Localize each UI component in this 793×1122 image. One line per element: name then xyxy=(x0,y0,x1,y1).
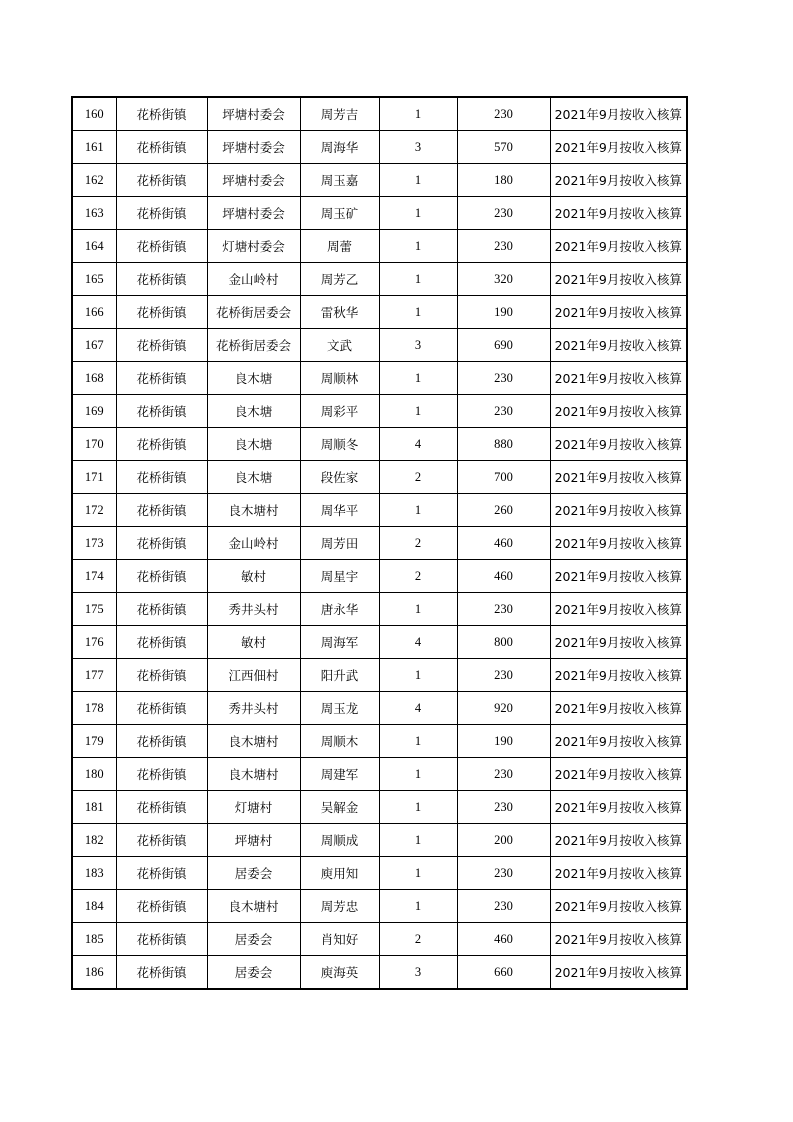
cell-note: 2021年9月按收入核算 xyxy=(550,263,687,296)
cell-village: 良木塘 xyxy=(207,461,300,494)
cell-serial-number: 160 xyxy=(72,97,116,131)
cell-village: 良木塘村 xyxy=(207,890,300,923)
cell-name: 周玉矿 xyxy=(300,197,379,230)
table-row xyxy=(72,428,687,461)
table-row xyxy=(72,692,687,725)
cell-amount: 230 xyxy=(457,593,550,626)
cell-note: 2021年9月按收入核算 xyxy=(550,692,687,725)
cell-amount: 460 xyxy=(457,923,550,956)
cell-note: 2021年9月按收入核算 xyxy=(550,197,687,230)
cell-town: 花桥街镇 xyxy=(116,164,207,197)
cell-household-count: 2 xyxy=(379,923,457,956)
cell-note: 2021年9月按收入核算 xyxy=(550,428,687,461)
cell-amount: 230 xyxy=(457,857,550,890)
assistance-roster-table xyxy=(71,96,688,990)
cell-serial-number: 181 xyxy=(72,791,116,824)
cell-town: 花桥街镇 xyxy=(116,890,207,923)
cell-serial-number: 179 xyxy=(72,725,116,758)
table-row xyxy=(72,857,687,890)
cell-village: 敏村 xyxy=(207,626,300,659)
cell-village: 敏村 xyxy=(207,560,300,593)
cell-serial-number: 172 xyxy=(72,494,116,527)
cell-note: 2021年9月按收入核算 xyxy=(550,527,687,560)
cell-household-count: 1 xyxy=(379,296,457,329)
cell-household-count: 1 xyxy=(379,362,457,395)
cell-name: 周芳田 xyxy=(300,527,379,560)
cell-village: 灯塘村 xyxy=(207,791,300,824)
roster-body xyxy=(72,97,687,989)
cell-name: 周顺林 xyxy=(300,362,379,395)
cell-household-count: 1 xyxy=(379,230,457,263)
cell-household-count: 2 xyxy=(379,461,457,494)
cell-serial-number: 180 xyxy=(72,758,116,791)
cell-amount: 800 xyxy=(457,626,550,659)
cell-note: 2021年9月按收入核算 xyxy=(550,890,687,923)
cell-amount: 200 xyxy=(457,824,550,857)
cell-serial-number: 163 xyxy=(72,197,116,230)
cell-name: 吴解金 xyxy=(300,791,379,824)
table-row xyxy=(72,329,687,362)
cell-town: 花桥街镇 xyxy=(116,857,207,890)
cell-household-count: 1 xyxy=(379,164,457,197)
table-row xyxy=(72,461,687,494)
cell-serial-number: 183 xyxy=(72,857,116,890)
cell-name: 周华平 xyxy=(300,494,379,527)
cell-village: 坪塘村委会 xyxy=(207,164,300,197)
cell-village: 花桥街居委会 xyxy=(207,296,300,329)
cell-serial-number: 169 xyxy=(72,395,116,428)
cell-note: 2021年9月按收入核算 xyxy=(550,824,687,857)
table-row xyxy=(72,230,687,263)
cell-amount: 320 xyxy=(457,263,550,296)
cell-town: 花桥街镇 xyxy=(116,560,207,593)
cell-serial-number: 171 xyxy=(72,461,116,494)
cell-serial-number: 186 xyxy=(72,956,116,990)
cell-amount: 460 xyxy=(457,560,550,593)
table-row xyxy=(72,97,687,131)
cell-note: 2021年9月按收入核算 xyxy=(550,791,687,824)
cell-town: 花桥街镇 xyxy=(116,329,207,362)
cell-amount: 230 xyxy=(457,230,550,263)
cell-town: 花桥街镇 xyxy=(116,263,207,296)
table-row xyxy=(72,362,687,395)
cell-serial-number: 177 xyxy=(72,659,116,692)
cell-serial-number: 175 xyxy=(72,593,116,626)
cell-town: 花桥街镇 xyxy=(116,131,207,164)
table-row xyxy=(72,626,687,659)
cell-town: 花桥街镇 xyxy=(116,461,207,494)
cell-village: 秀井头村 xyxy=(207,692,300,725)
cell-town: 花桥街镇 xyxy=(116,362,207,395)
cell-note: 2021年9月按收入核算 xyxy=(550,593,687,626)
cell-serial-number: 164 xyxy=(72,230,116,263)
cell-town: 花桥街镇 xyxy=(116,824,207,857)
table-row xyxy=(72,725,687,758)
cell-name: 雷秋华 xyxy=(300,296,379,329)
cell-village: 居委会 xyxy=(207,923,300,956)
cell-amount: 460 xyxy=(457,527,550,560)
cell-household-count: 2 xyxy=(379,560,457,593)
cell-name: 周蕾 xyxy=(300,230,379,263)
cell-household-count: 4 xyxy=(379,692,457,725)
cell-name: 周玉龙 xyxy=(300,692,379,725)
cell-household-count: 1 xyxy=(379,494,457,527)
cell-note: 2021年9月按收入核算 xyxy=(550,131,687,164)
table-row xyxy=(72,527,687,560)
table-row xyxy=(72,890,687,923)
cell-household-count: 3 xyxy=(379,329,457,362)
cell-town: 花桥街镇 xyxy=(116,527,207,560)
cell-household-count: 1 xyxy=(379,824,457,857)
table-row xyxy=(72,197,687,230)
table-row xyxy=(72,296,687,329)
cell-note: 2021年9月按收入核算 xyxy=(550,395,687,428)
cell-serial-number: 184 xyxy=(72,890,116,923)
cell-serial-number: 168 xyxy=(72,362,116,395)
cell-amount: 700 xyxy=(457,461,550,494)
cell-village: 坪塘村委会 xyxy=(207,131,300,164)
cell-name: 周海华 xyxy=(300,131,379,164)
cell-note: 2021年9月按收入核算 xyxy=(550,230,687,263)
cell-household-count: 1 xyxy=(379,197,457,230)
cell-note: 2021年9月按收入核算 xyxy=(550,956,687,990)
cell-name: 周顺成 xyxy=(300,824,379,857)
cell-note: 2021年9月按收入核算 xyxy=(550,164,687,197)
cell-name: 庾海英 xyxy=(300,956,379,990)
cell-household-count: 1 xyxy=(379,725,457,758)
cell-town: 花桥街镇 xyxy=(116,758,207,791)
cell-serial-number: 166 xyxy=(72,296,116,329)
cell-household-count: 1 xyxy=(379,97,457,131)
cell-serial-number: 162 xyxy=(72,164,116,197)
cell-village: 秀井头村 xyxy=(207,593,300,626)
cell-town: 花桥街镇 xyxy=(116,395,207,428)
cell-note: 2021年9月按收入核算 xyxy=(550,560,687,593)
cell-serial-number: 165 xyxy=(72,263,116,296)
cell-serial-number: 182 xyxy=(72,824,116,857)
cell-household-count: 1 xyxy=(379,758,457,791)
cell-village: 坪塘村 xyxy=(207,824,300,857)
cell-note: 2021年9月按收入核算 xyxy=(550,857,687,890)
cell-name: 周芳吉 xyxy=(300,97,379,131)
cell-serial-number: 167 xyxy=(72,329,116,362)
cell-household-count: 1 xyxy=(379,395,457,428)
cell-village: 灯塘村委会 xyxy=(207,230,300,263)
cell-town: 花桥街镇 xyxy=(116,97,207,131)
cell-name: 周建军 xyxy=(300,758,379,791)
cell-serial-number: 185 xyxy=(72,923,116,956)
cell-name: 周星宇 xyxy=(300,560,379,593)
cell-town: 花桥街镇 xyxy=(116,626,207,659)
cell-serial-number: 161 xyxy=(72,131,116,164)
cell-name: 庾用知 xyxy=(300,857,379,890)
table-row xyxy=(72,494,687,527)
cell-amount: 880 xyxy=(457,428,550,461)
cell-name: 周芳忠 xyxy=(300,890,379,923)
cell-amount: 230 xyxy=(457,395,550,428)
cell-amount: 570 xyxy=(457,131,550,164)
cell-town: 花桥街镇 xyxy=(116,725,207,758)
cell-note: 2021年9月按收入核算 xyxy=(550,362,687,395)
cell-note: 2021年9月按收入核算 xyxy=(550,97,687,131)
cell-note: 2021年9月按收入核算 xyxy=(550,659,687,692)
cell-name: 周顺木 xyxy=(300,725,379,758)
cell-note: 2021年9月按收入核算 xyxy=(550,461,687,494)
cell-household-count: 1 xyxy=(379,593,457,626)
cell-household-count: 4 xyxy=(379,428,457,461)
table-row xyxy=(72,395,687,428)
cell-serial-number: 174 xyxy=(72,560,116,593)
cell-amount: 230 xyxy=(457,758,550,791)
table-row xyxy=(72,560,687,593)
table-row xyxy=(72,593,687,626)
cell-town: 花桥街镇 xyxy=(116,659,207,692)
cell-village: 坪塘村委会 xyxy=(207,97,300,131)
cell-amount: 180 xyxy=(457,164,550,197)
cell-town: 花桥街镇 xyxy=(116,956,207,990)
cell-serial-number: 173 xyxy=(72,527,116,560)
cell-town: 花桥街镇 xyxy=(116,692,207,725)
cell-town: 花桥街镇 xyxy=(116,296,207,329)
cell-amount: 190 xyxy=(457,725,550,758)
cell-amount: 660 xyxy=(457,956,550,990)
cell-town: 花桥街镇 xyxy=(116,494,207,527)
cell-town: 花桥街镇 xyxy=(116,593,207,626)
cell-village: 金山岭村 xyxy=(207,527,300,560)
cell-village: 良木塘村 xyxy=(207,494,300,527)
cell-household-count: 1 xyxy=(379,857,457,890)
table-row xyxy=(72,758,687,791)
cell-town: 花桥街镇 xyxy=(116,923,207,956)
cell-amount: 190 xyxy=(457,296,550,329)
table-row xyxy=(72,263,687,296)
cell-household-count: 1 xyxy=(379,890,457,923)
cell-serial-number: 178 xyxy=(72,692,116,725)
cell-amount: 690 xyxy=(457,329,550,362)
cell-village: 良木塘村 xyxy=(207,758,300,791)
cell-village: 良木塘 xyxy=(207,395,300,428)
cell-name: 段佐家 xyxy=(300,461,379,494)
cell-household-count: 1 xyxy=(379,659,457,692)
cell-name: 周顺冬 xyxy=(300,428,379,461)
cell-name: 阳升武 xyxy=(300,659,379,692)
cell-amount: 230 xyxy=(457,791,550,824)
cell-note: 2021年9月按收入核算 xyxy=(550,494,687,527)
table-row xyxy=(72,923,687,956)
cell-serial-number: 176 xyxy=(72,626,116,659)
cell-village: 良木塘村 xyxy=(207,725,300,758)
cell-amount: 920 xyxy=(457,692,550,725)
cell-amount: 230 xyxy=(457,659,550,692)
cell-household-count: 3 xyxy=(379,956,457,990)
table-row xyxy=(72,956,687,990)
cell-amount: 230 xyxy=(457,197,550,230)
cell-household-count: 3 xyxy=(379,131,457,164)
cell-village: 良木塘 xyxy=(207,362,300,395)
cell-note: 2021年9月按收入核算 xyxy=(550,758,687,791)
cell-amount: 230 xyxy=(457,97,550,131)
cell-serial-number: 170 xyxy=(72,428,116,461)
cell-name: 肖知好 xyxy=(300,923,379,956)
cell-amount: 230 xyxy=(457,362,550,395)
cell-town: 花桥街镇 xyxy=(116,230,207,263)
cell-town: 花桥街镇 xyxy=(116,428,207,461)
cell-note: 2021年9月按收入核算 xyxy=(550,923,687,956)
cell-household-count: 1 xyxy=(379,791,457,824)
cell-name: 唐永华 xyxy=(300,593,379,626)
cell-amount: 230 xyxy=(457,890,550,923)
cell-village: 居委会 xyxy=(207,857,300,890)
cell-village: 居委会 xyxy=(207,956,300,990)
cell-name: 周海军 xyxy=(300,626,379,659)
table-row xyxy=(72,164,687,197)
cell-note: 2021年9月按收入核算 xyxy=(550,296,687,329)
cell-name: 周芳乙 xyxy=(300,263,379,296)
cell-note: 2021年9月按收入核算 xyxy=(550,725,687,758)
cell-household-count: 1 xyxy=(379,263,457,296)
cell-village: 坪塘村委会 xyxy=(207,197,300,230)
table-row xyxy=(72,131,687,164)
cell-town: 花桥街镇 xyxy=(116,791,207,824)
cell-name: 周玉嘉 xyxy=(300,164,379,197)
cell-village: 金山岭村 xyxy=(207,263,300,296)
cell-name: 周彩平 xyxy=(300,395,379,428)
cell-town: 花桥街镇 xyxy=(116,197,207,230)
table-row xyxy=(72,791,687,824)
cell-household-count: 4 xyxy=(379,626,457,659)
table-row xyxy=(72,659,687,692)
cell-note: 2021年9月按收入核算 xyxy=(550,329,687,362)
cell-village: 江西佃村 xyxy=(207,659,300,692)
cell-village: 良木塘 xyxy=(207,428,300,461)
cell-note: 2021年9月按收入核算 xyxy=(550,626,687,659)
cell-household-count: 2 xyxy=(379,527,457,560)
table-row xyxy=(72,824,687,857)
cell-village: 花桥街居委会 xyxy=(207,329,300,362)
cell-name: 文武 xyxy=(300,329,379,362)
cell-amount: 260 xyxy=(457,494,550,527)
